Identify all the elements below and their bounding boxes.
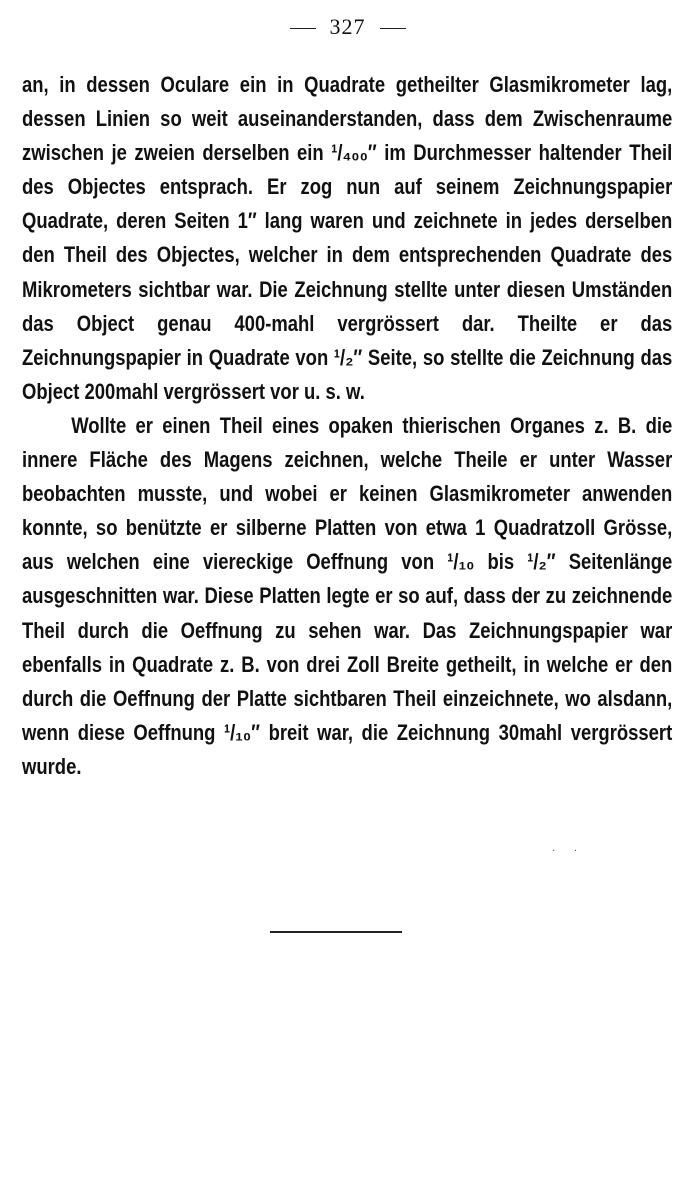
page-header bbox=[0, 14, 695, 40]
paragraph-2: Wollte er einen Theil eines opaken thierischen Organes z. B. die innere Fläche des Magens zeichnen, welche Theile er unter Wasser beobachten musste, und wobei er keinen Glasmikrometer anwenden konnte, so benützte er silberne Platten von etwa 1 Quadratzoll Grösse, aus welchen eine viereckige Oeffnung von ¹/₁₀ bis ¹/₂″ Seitenlänge ausgeschnitten war. Diese Platten legte er so auf, dass der zu zeichnende Theil durch die Oeffnung zu sehen war. Das Zeichnungspapier war ebenfalls in Quadrate z. B. von drei Zoll Breite getheilt, in welche er den durch die Oeffnung der Platte sichtbaren Theil einzeichnete, wo alsdann, wenn diese Oeffnung ¹/₁₀″ breit war, die Zeichnung 30mahl vergrössert wurde. bbox=[22, 412, 673, 779]
section-end-rule bbox=[270, 931, 402, 933]
page-body bbox=[22, 68, 672, 784]
page-number: 327 bbox=[329, 14, 366, 39]
header-dash-right bbox=[380, 28, 406, 29]
paragraph-1: an, in dessen Oculare ein in Quadrate getheilter Glasmikrometer lag, dessen Linien so weit auseinanderstanden, dass dem Zwischenraume zwischen je zweien derselben ein ¹/₄₀₀″ im Durchmesser haltender Theil des Objectes entsprach. Er zog nun auf seinem Zeichnungspapier Quadrate, deren Seiten 1″ lang waren und zeichnete in jedes derselben den Theil des Objectes, welcher in dem entsprechenden Quadrate des Mikrometers sichtbar war. Die Zeichnung stellte unter diesen Umständen das Object genau 400-mahl vergrössert dar. Theilte er das Zeichnungspapier in Quadrate von ¹/₂″ Seite, so stellte die Zeichnung das Object 200mahl vergrössert vor u. s. w. bbox=[22, 72, 673, 404]
print-specks: · · bbox=[552, 846, 586, 857]
header-dash-left bbox=[290, 28, 316, 29]
